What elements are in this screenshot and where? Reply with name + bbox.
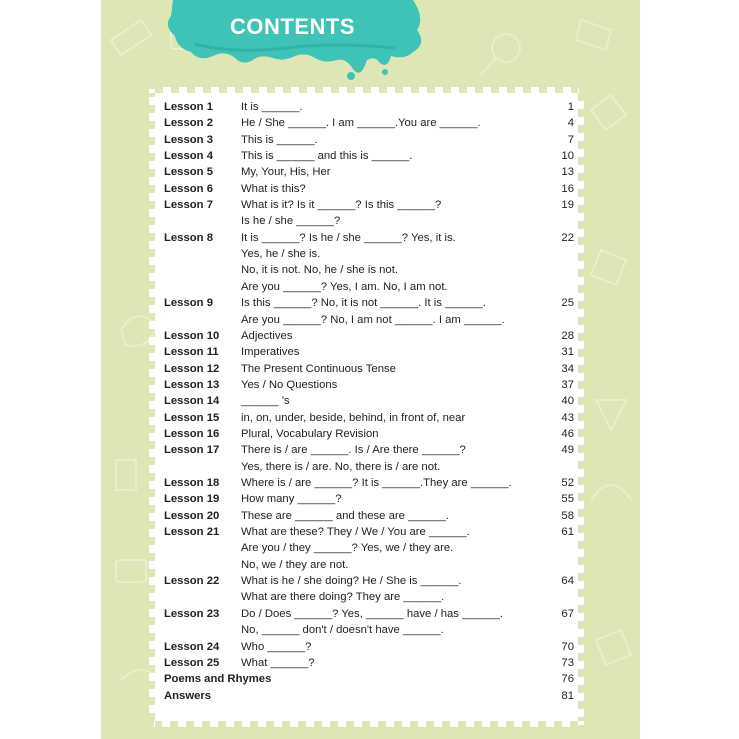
lesson-topic: What is this?	[241, 182, 306, 195]
lesson-label: Lesson 12	[164, 362, 220, 375]
page-number: 7	[567, 133, 574, 146]
lesson-label: Lesson 18	[164, 477, 220, 490]
page-number: 25	[561, 297, 574, 310]
lesson-topic: Adjectives	[241, 329, 293, 342]
lesson-label: Lesson 17	[164, 444, 220, 457]
lesson-topic: Yes, he / she is.	[241, 248, 321, 261]
lesson-topic: Yes / No Questions	[241, 378, 338, 391]
page-number: 4	[567, 117, 574, 130]
toc-entry[interactable]	[164, 230, 574, 295]
page-number: 40	[561, 395, 574, 408]
lesson-topic: Do / Does ______? Yes, ______ have / has ______.	[241, 607, 503, 620]
lesson-topic: The Present Continuous Tense	[241, 362, 396, 375]
toc-entry[interactable]	[164, 148, 574, 164]
toc-entry[interactable]	[164, 508, 574, 524]
lesson-topic: No, we / they are not.	[241, 558, 349, 571]
lesson-topic: ______ 's	[241, 395, 290, 408]
lesson-label: Lesson 2	[164, 117, 213, 130]
lesson-label: Lesson 11	[164, 346, 219, 359]
toc-entry[interactable]	[164, 377, 574, 393]
lesson-topic: in, on, under, beside, behind, in front of, near	[241, 411, 466, 424]
page-number: 28	[561, 329, 574, 342]
page-number: 16	[561, 182, 574, 195]
lesson-topic: Imperatives	[241, 346, 300, 359]
lesson-label: Lesson 20	[164, 509, 220, 522]
toc-entry[interactable]	[164, 115, 574, 131]
lesson-topic: It is ______.	[241, 101, 303, 113]
toc-entry[interactable]	[164, 197, 574, 230]
toc-entry[interactable]	[164, 442, 574, 475]
toc-entry[interactable]	[164, 491, 574, 507]
lesson-label: Lesson 8	[164, 231, 213, 244]
toc-entry[interactable]	[164, 639, 574, 655]
toc-entry[interactable]	[164, 164, 574, 180]
page-title: CONTENTS	[230, 14, 355, 39]
lesson-topic: What is he / she doing? He / She is ______.	[241, 575, 462, 588]
lesson-label: Lesson 14	[164, 395, 220, 408]
page-number: 52	[561, 477, 574, 490]
page-number: 43	[561, 411, 574, 424]
lesson-label: Poems and Rhymes	[164, 673, 272, 686]
toc-entry[interactable]	[164, 181, 574, 197]
lesson-topic: No, ______ don't / doesn't have ______.	[241, 624, 444, 637]
lesson-label: Lesson 13	[164, 378, 220, 391]
lesson-topic: Are you ______? No, I am not ______. I am ______.	[241, 313, 505, 326]
lesson-topic: Plural, Vocabulary Revision	[241, 428, 379, 440]
page-number: 49	[561, 444, 574, 457]
toc-entry[interactable]	[164, 328, 574, 344]
lesson-label: Lesson 24	[164, 640, 220, 653]
page-number: 10	[561, 150, 574, 163]
lesson-topic: This is ______ and this is ______.	[241, 150, 413, 163]
lesson-topic: No, it is not. No, he / she is not.	[241, 264, 398, 277]
toc-entry[interactable]	[164, 671, 574, 687]
toc-entry[interactable]	[164, 344, 574, 360]
toc-entry[interactable]	[164, 393, 574, 409]
toc-entry[interactable]	[164, 573, 574, 606]
lesson-topic: Is this ______? No, it is not ______. It is ______.	[241, 297, 486, 310]
lesson-label: Lesson 25	[164, 656, 220, 669]
lesson-label: Lesson 6	[164, 182, 213, 195]
page-number: 70	[561, 640, 574, 653]
lesson-label: Lesson 21	[164, 526, 220, 539]
page-number: 22	[561, 231, 574, 244]
page-number: 19	[561, 199, 574, 212]
lesson-topic: Yes, there is / are. No, there is / are not.	[241, 460, 441, 473]
lesson-topic: What is it? Is it ______? Is this ______?	[241, 199, 442, 212]
lesson-label: Lesson 9	[164, 297, 213, 310]
toc-entry[interactable]	[164, 295, 574, 328]
lesson-topic: How many ______?	[241, 493, 342, 506]
page-number: 37	[561, 378, 574, 391]
toc-entry[interactable]	[164, 132, 574, 148]
toc-entry[interactable]	[164, 475, 574, 491]
lesson-label: Lesson 19	[164, 493, 220, 506]
toc-entry[interactable]	[164, 99, 574, 115]
lesson-topic: This is ______.	[241, 133, 318, 146]
lesson-topic: What are there doing? They are ______.	[241, 591, 445, 604]
lesson-topic: What ______?	[241, 656, 315, 669]
toc-entry[interactable]	[164, 524, 574, 573]
lesson-topic: He / She ______. I am ______.You are ______.	[241, 117, 481, 130]
lesson-topic: There is / are ______. Is / Are there ______?	[241, 444, 466, 457]
lesson-label: Lesson 1	[164, 101, 213, 113]
page-number: 34	[561, 362, 574, 375]
page-number: 58	[561, 509, 574, 522]
lesson-topic: Where is / are ______? It is ______.They are ______.	[241, 477, 512, 490]
lesson-topic: Is he / she ______?	[241, 215, 341, 228]
lesson-label: Lesson 15	[164, 411, 220, 424]
lesson-label: Lesson 3	[164, 133, 213, 146]
lesson-label: Lesson 7	[164, 199, 213, 212]
page-number: 31	[561, 346, 574, 359]
lesson-label: Lesson 4	[164, 150, 213, 163]
lesson-topic: Who ______?	[241, 640, 312, 653]
page-number: 13	[561, 166, 574, 179]
page-number: 64	[561, 575, 574, 588]
lesson-topic: These are ______ and these are ______.	[241, 509, 449, 522]
page-number: 61	[561, 526, 574, 539]
toc-entry[interactable]	[164, 655, 574, 671]
lesson-topic: Are you ______? Yes, I am. No, I am not.	[241, 280, 448, 293]
lesson-label: Lesson 16	[164, 428, 220, 440]
page-number: 73	[561, 656, 574, 669]
page-number: 76	[561, 673, 574, 686]
page-number: 46	[561, 428, 574, 440]
toc-entry[interactable]	[164, 361, 574, 377]
toc-entry[interactable]	[164, 410, 574, 426]
toc-entry[interactable]	[164, 688, 574, 704]
toc-entry[interactable]	[164, 606, 574, 639]
page-number: 55	[561, 493, 574, 506]
lesson-label: Lesson 22	[164, 575, 220, 588]
page-number: 81	[561, 689, 574, 702]
lesson-label: Answers	[164, 689, 212, 702]
toc-entry[interactable]	[164, 426, 574, 442]
lesson-label: Lesson 10	[164, 329, 220, 342]
lesson-topic: It is ______? Is he / she ______? Yes, it is.	[241, 231, 456, 244]
page-number: 1	[567, 101, 574, 113]
lesson-label: Lesson 5	[164, 166, 213, 179]
lesson-topic: My, Your, His, Her	[241, 166, 331, 179]
lesson-label: Lesson 23	[164, 607, 220, 620]
lesson-topic: What are these? They / We / You are ______.	[241, 526, 470, 539]
lesson-topic: Are you / they ______? Yes, we / they are.	[241, 542, 454, 555]
page-number: 67	[561, 607, 574, 620]
